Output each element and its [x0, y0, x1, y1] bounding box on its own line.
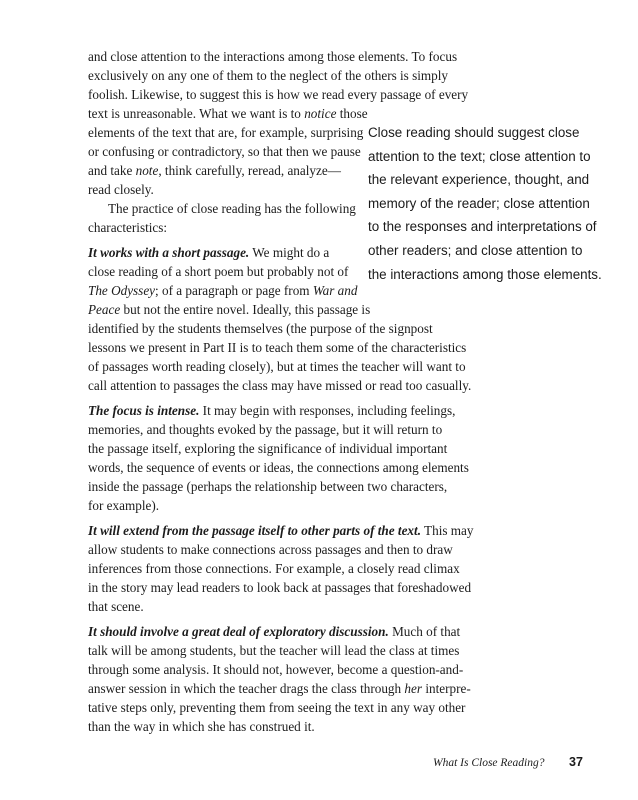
italic-text: War and [312, 283, 358, 298]
body-line [88, 679, 471, 698]
running-title: What Is Close Reading? [433, 757, 545, 769]
text-run: elements of the text that are, for example, surprising [88, 125, 364, 140]
text-run: The practice of close reading has the following [108, 201, 356, 216]
body-line [88, 123, 363, 142]
body-line [88, 357, 466, 376]
pull-quote-line: to the responses and interpretations of [368, 219, 597, 235]
body-line [88, 540, 453, 559]
text-run: We might do a [249, 245, 330, 260]
text-run: than the way in which she has construed it. [88, 719, 315, 734]
pull-quote-line: the relevant experience, thought, and [368, 172, 590, 188]
text-run: text is unreasonable. What we want is to [88, 106, 305, 121]
text-run: call attention to passages the class may have missed or read too casually. [88, 378, 472, 393]
text-run: and close attention to the interactions among those elements. To focus [88, 49, 458, 64]
pull-quote-line: other readers; and close attention to [368, 242, 583, 258]
body-line [88, 85, 468, 104]
body-line [88, 559, 460, 578]
body-line [88, 521, 474, 540]
italic-text: notice [304, 106, 337, 121]
body-line [88, 439, 447, 458]
body-line [88, 319, 433, 338]
body-line [108, 199, 356, 218]
body-line [88, 401, 455, 420]
text-run: in the story may lead readers to look back at passages that foreshadowed [88, 580, 472, 595]
body-line [88, 458, 469, 477]
page-number: 37 [569, 755, 583, 769]
body-line [88, 104, 368, 123]
run-in-heading: It works with a short passage. [88, 245, 250, 260]
body-line [88, 622, 460, 641]
italic-text: note [135, 163, 159, 178]
body-line [88, 477, 447, 496]
text-run: of passages worth reading closely), but at times the teacher will want to [88, 359, 466, 374]
text-run: lessons we present in Part II is to teach them some of the characteristics [88, 340, 467, 355]
body-line [88, 597, 144, 616]
run-in-heading: It will extend from the passage itself to other parts of the text. [88, 523, 421, 538]
text-run: It may begin with responses, including feelings, [199, 403, 456, 418]
text-run: for example). [88, 498, 160, 513]
body-line [88, 660, 463, 679]
text-run: , think carefully, reread, analyze— [158, 163, 341, 178]
text-run: tative steps only, preventing them from seeing the text in any way other [88, 700, 466, 715]
body-line [88, 420, 442, 439]
text-run: inferences from those connections. For example, a closely read climax [88, 561, 460, 576]
text-run: Much of that [388, 624, 461, 639]
text-run: interpre- [422, 681, 471, 696]
body-line [88, 47, 457, 66]
body-line [88, 376, 471, 395]
text-run: words, the sequence of events or ideas, the connections among elements [88, 460, 469, 475]
text-run: close reading of a short poem but probably not of [88, 264, 349, 279]
run-in-heading: It should involve a great deal of exploratory discussion. [88, 624, 389, 639]
body-line [88, 496, 159, 515]
text-run: inside the passage (perhaps the relationship between two characters, [88, 479, 448, 494]
body-line [88, 578, 471, 597]
body-line [88, 338, 466, 357]
text-run: talk will be among students, but the teacher will lead the class at times [88, 643, 460, 658]
body-line [88, 717, 315, 736]
body-line [88, 300, 370, 319]
text-run: foolish. Likewise, to suggest this is how we read every passage of every [88, 87, 469, 102]
body-line [88, 243, 329, 262]
italic-text: Peace [88, 302, 121, 317]
italic-text: The Odyssey [88, 283, 156, 298]
text-run: exclusively on any one of them to the neglect of the others is simply [88, 68, 449, 83]
pull-quote [368, 121, 600, 286]
text-run: the passage itself, exploring the significance of individual important [88, 441, 448, 456]
text-run: ; of a paragraph or page from [155, 283, 313, 298]
text-run: This may [420, 523, 474, 538]
text-run: through some analysis. It should not, however, become a question-and- [88, 662, 464, 677]
text-run: but not the entire novel. Ideally, this passage is [120, 302, 371, 317]
pull-quote-line: the interactions among those elements. [368, 266, 602, 282]
italic-text: her [404, 681, 423, 696]
body-line [88, 161, 341, 180]
text-run: read closely. [88, 182, 154, 197]
body-line [88, 66, 448, 85]
pull-quote-line: Close reading should suggest close [368, 125, 580, 140]
body-line [88, 641, 459, 660]
text-run: characteristics: [88, 220, 168, 235]
text-run: or confusing or contradictory, so that then we pause [88, 144, 361, 159]
body-line [88, 180, 154, 199]
text-run: allow students to make connections across passages and then to draw [88, 542, 453, 557]
pull-quote-line: memory of the reader; close attention [368, 195, 590, 211]
body-line [88, 698, 465, 717]
run-in-heading: The focus is intense. [88, 403, 200, 418]
body-line [88, 262, 348, 281]
body-line [88, 218, 167, 237]
text-run: memories, and thoughts evoked by the passage, but it will return to [88, 422, 443, 437]
text-run: those [336, 106, 368, 121]
text-run: answer session in which the teacher drags the class through [88, 681, 405, 696]
pull-quote-line: attention to the text; close attention to [368, 148, 591, 164]
body-line [88, 142, 361, 161]
text-run: that scene. [88, 599, 144, 614]
body-line [88, 281, 357, 300]
text-run: and take [88, 163, 136, 178]
text-run: identified by the students themselves (the purpose of the signpost [88, 321, 433, 336]
